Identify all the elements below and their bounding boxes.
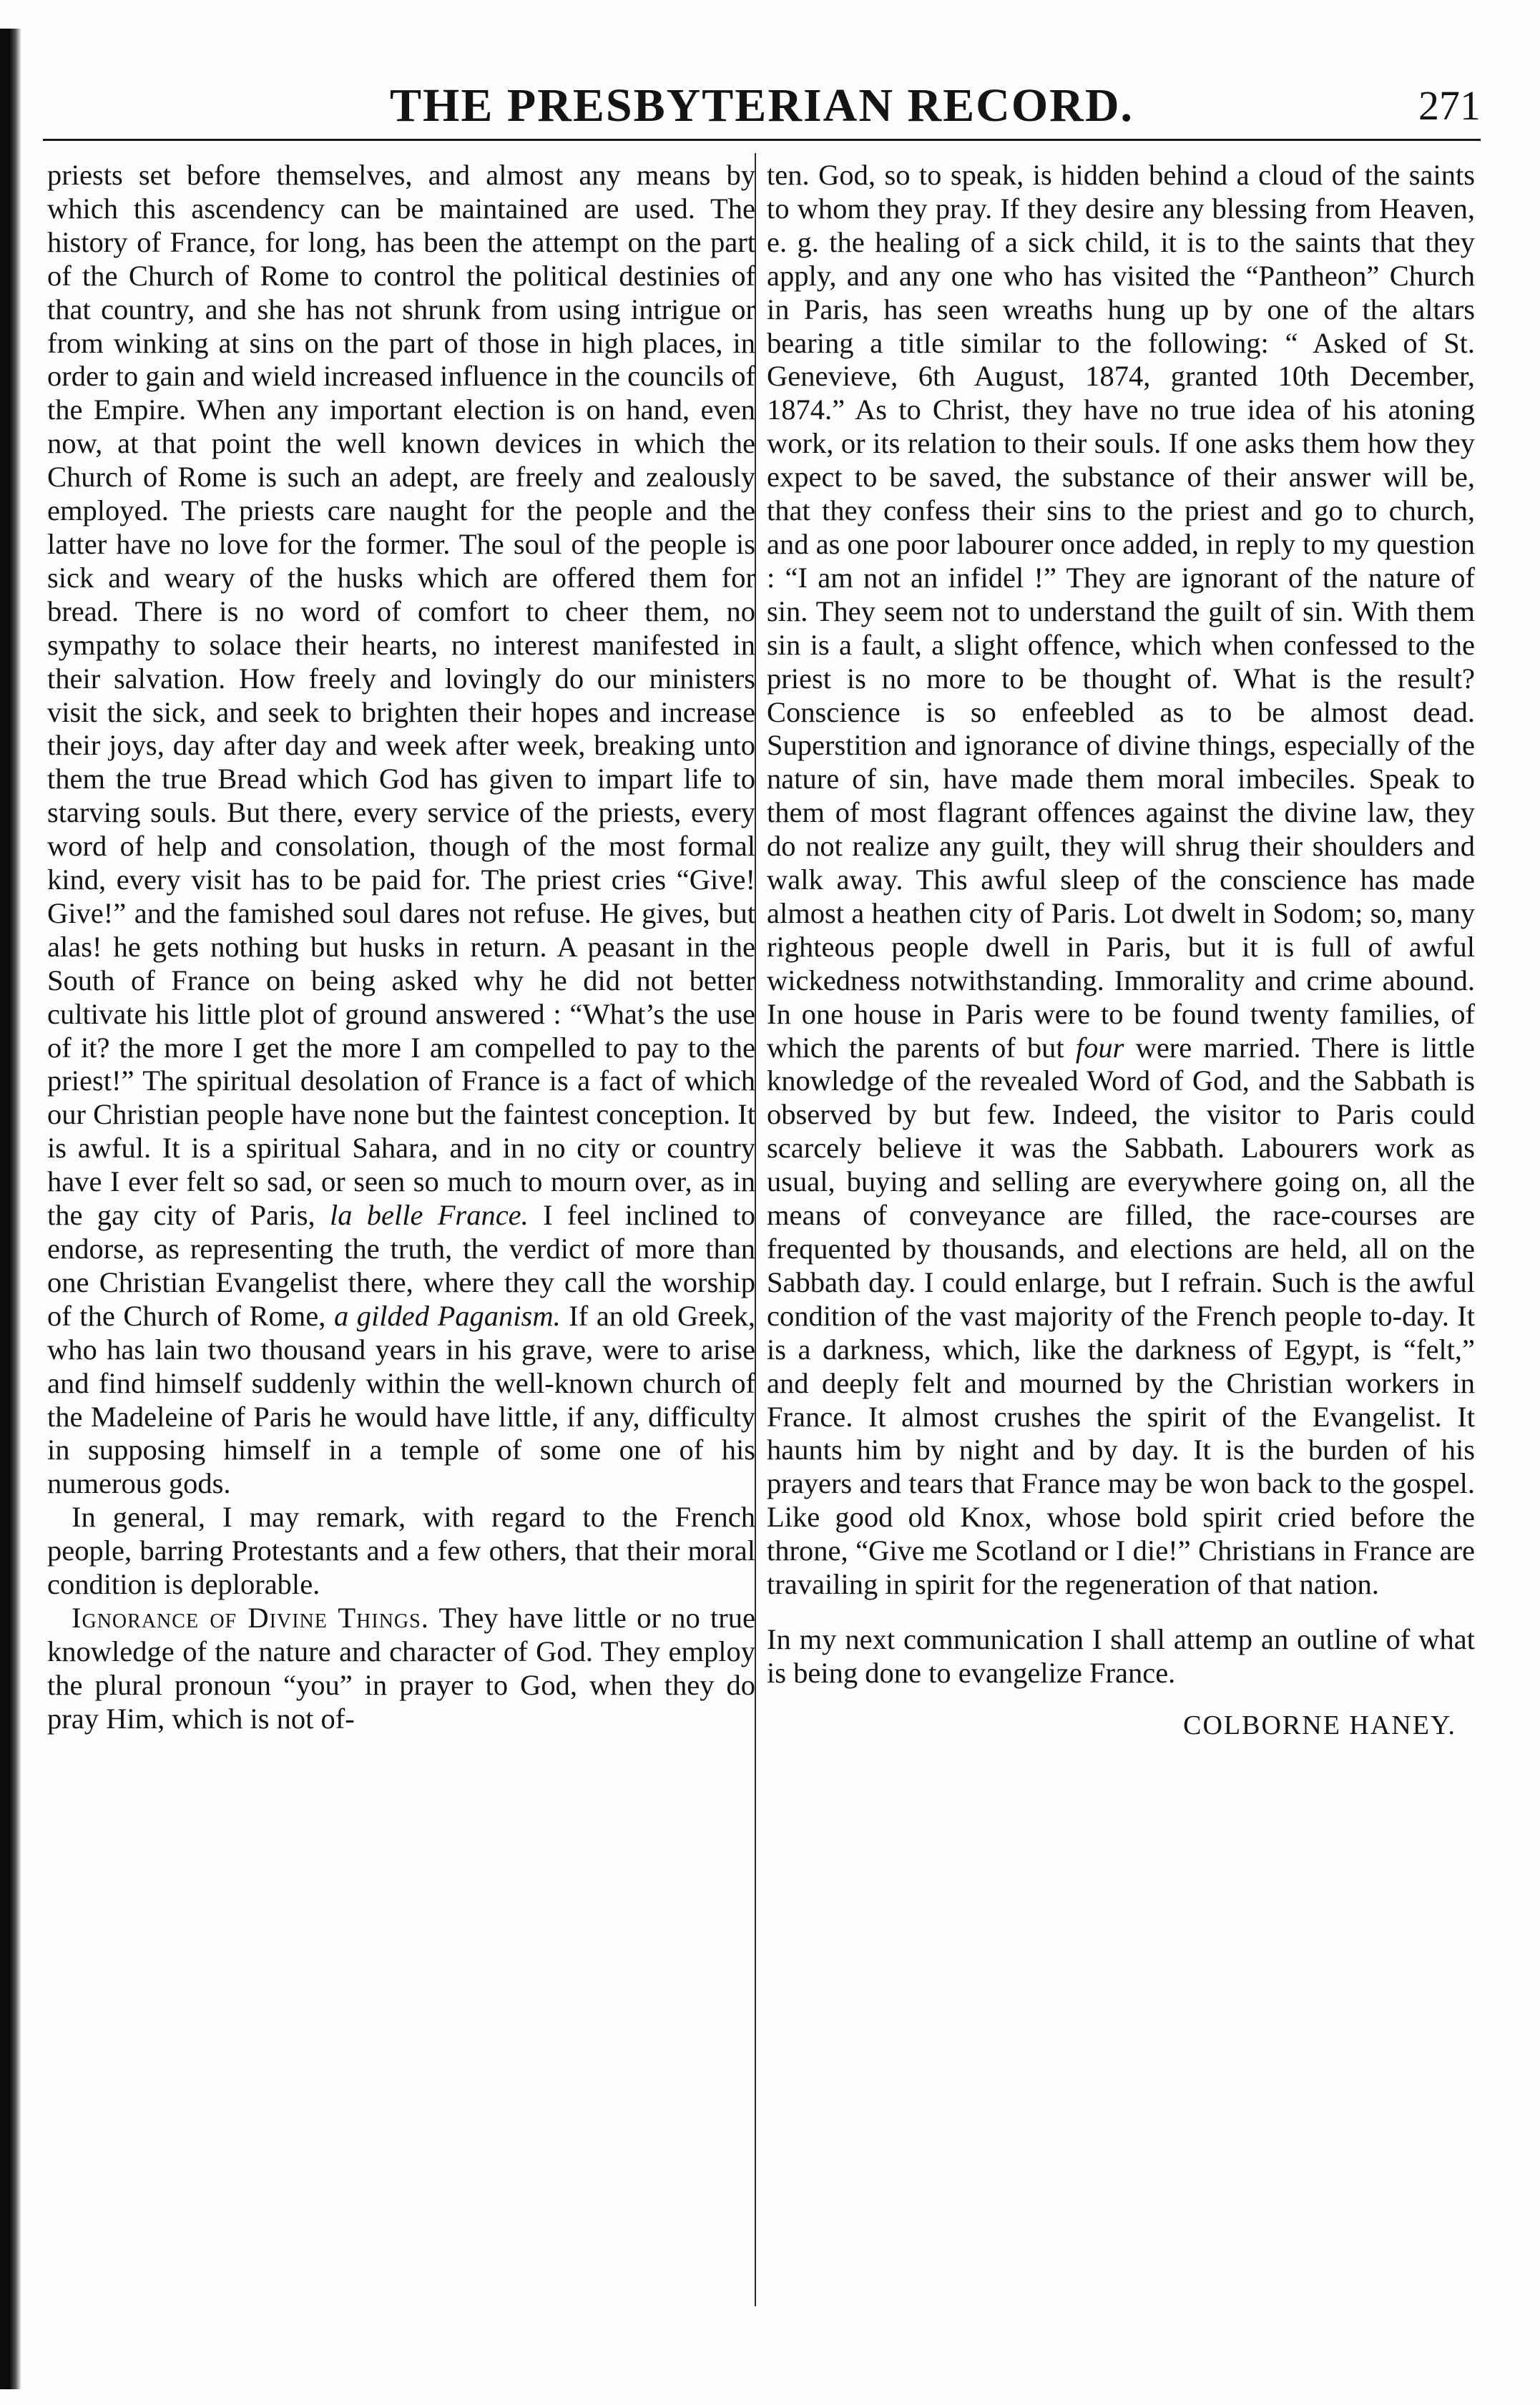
closing-paragraph: In my next communication I shall attemp an outline of what is being done to evangelize France. — [767, 1622, 1475, 1689]
page-number: 271 — [1418, 82, 1481, 129]
binding-shadow — [0, 29, 21, 2389]
right-paragraph-1-continued: were married. There is little knowledge of the revealed Word of God, and the Sabbath is observed by but few. Indeed, the visitor to Paris could scarcely believe it was the Sabbath. Labourers work as usual, buying and selling are everywhere going on, all the means of conveyance are filled, the race-courses are frequented by thousands, and elections are held, all on the Sabbath day. I could enlarge, but I refrain. Such is the awful condition of the vast majority of the French people to-day. It is a darkness, which, like the darkness of Egypt, is “felt,” and deeply felt and mourned by the Christian workers in France. It almost crushes the spirit of the Evangelist. It haunts him by night and by day. It is the burden of his prayers and tears that France may be won back to the gospel. Like good old Knox, whose bold spirit cried before the throne, “Give me Scotland or I die!” Christians in France are travailing in spirit for the regeneration of that nation. — [767, 1031, 1475, 1601]
left-paragraph-1-italic: la belle France. — [329, 1199, 529, 1232]
section-heading-ignorance: Ignorance of Divine Things. — [72, 1601, 429, 1634]
left-paragraph-3-text: They have little or no true knowledge of the nature and character of God. They employ the plural pronoun “you” in prayer to God, when they do pray Him, which is not of- — [47, 1601, 755, 1735]
left-paragraph-3 — [47, 1602, 755, 1736]
page-header — [43, 74, 1481, 141]
left-paragraph-1 — [47, 159, 755, 1501]
author-signature: COLBORNE HANEY. — [1183, 1710, 1456, 1740]
left-paragraph-1-italic-2: a gilded Paganism. — [333, 1299, 561, 1332]
left-paragraph-2: In general, I may remark, with regard to the French people, barring Protestants and a few others, that their moral condition is deplorable. — [47, 1501, 755, 1601]
left-paragraph-1-text: priests set before themselves, and almost any means by which this ascendency can be maintained are used. The history of France, for long, has been the attempt on the part of the Church of Rome to control the political destinies of that country, and she has not shrunk from using intrigue or from winking at sins on the part of those in high places, in order to gain and wield increased influence in the councils of the Empire. When any important election is on hand, even now, at that point the well known devices in which the Church of Rome is such an adept, are freely and zealously employed. The priests care naught for the people and the latter have no love for the former. The soul of the people is sick and weary of the husks which are offered them for bread. There is no word of comfort to cheer them, no sympathy to solace their hearts, no interest manifested in their salvation. How freely and lovingly do our ministers visit the sick, and seek to brighten their hopes and increase their joys, day after day and week after week, breaking unto them the true Bread which God has given to impart life to starving souls. But there, every service of the priests, every word of help and consolation, though of the most formal kind, every visit has to be paid for. The priest cries “Give! Give!” and the famished soul dares not refuse. He gives, but alas! he gets nothing but husks in return. A peasant in the South of France on being asked why he did not better cultivate his little plot of ground answered : “What’s the use of it? the more I get the more I am compelled to pay to the priest!” The spiritual desolation of France is a fact of which our Christian people have none but the faintest conception. It is awful. It is a spiritual Sahara, and in no city or country have I ever felt so sad, or seen so much to mourn over, as in the gay city of Paris, — [47, 159, 755, 1232]
right-column — [767, 159, 1475, 2341]
left-paragraph-1-end: If an old Greek, who has lain two thousand years in his grave, were to arise and find himself suddenly within the well-known church of the Madeleine of Paris he would have little, if any, difficulty in supposing himself in a temple of some one of his numerous gods. — [47, 1299, 755, 1500]
left-paragraph-1-continued: I feel inclined to endorse, as representing the truth, the verdict of more than one Christian Evangelist there, where they call the worship of the Church of Rome, — [47, 1199, 755, 1332]
journal-title: THE PRESBYTERIAN RECORD. — [390, 79, 1134, 132]
right-paragraph-1-text: ten. God, so to speak, is hidden behind a cloud of the saints to whom they pray. If they desire any blessing from Heaven, e. g. the healing of a sick child, it is to the saints that they apply, and any one who has visited the “Pantheon” Church in Paris, has seen wreaths hung up by one of the altars bearing a title similar to the following: “ Asked of St. Genevieve, 6th August, 1874, granted 10th December, 1874.” As to Christ, they have no true idea of his atoning work, or its relation to their souls. If one asks them how they expect to be saved, the substance of their answer will be, that they confess their sins to the priest and go to church, and as one poor labourer once added, in reply to my question : “I am not an infidel !” They are ignorant of the nature of sin. They seem not to understand the guilt of sin. With them sin is a fault, a slight offence, which when confessed to the priest is no more to be thought of. What is the result? Conscience is so enfeebled as to be almost dead. Superstition and ignorance of divine things, especially of the nature of sin, have made them moral imbeciles. Speak to them of most flagrant offences against the divine law, they do not realize any guilt, they will shrug their shoulders and walk away. This awful sleep of the conscience has made almost a heathen city of Paris. Lot dwelt in Sodom; so, many righteous people dwell in Paris, but it is full of awful wickedness notwithstanding. Immorality and crime abound. In one house in Paris were to be found twenty families, of which the parents of but — [767, 159, 1475, 1064]
right-paragraph-1-italic: four — [1075, 1031, 1124, 1064]
left-column — [47, 159, 755, 2341]
right-paragraph-1 — [767, 159, 1475, 1602]
